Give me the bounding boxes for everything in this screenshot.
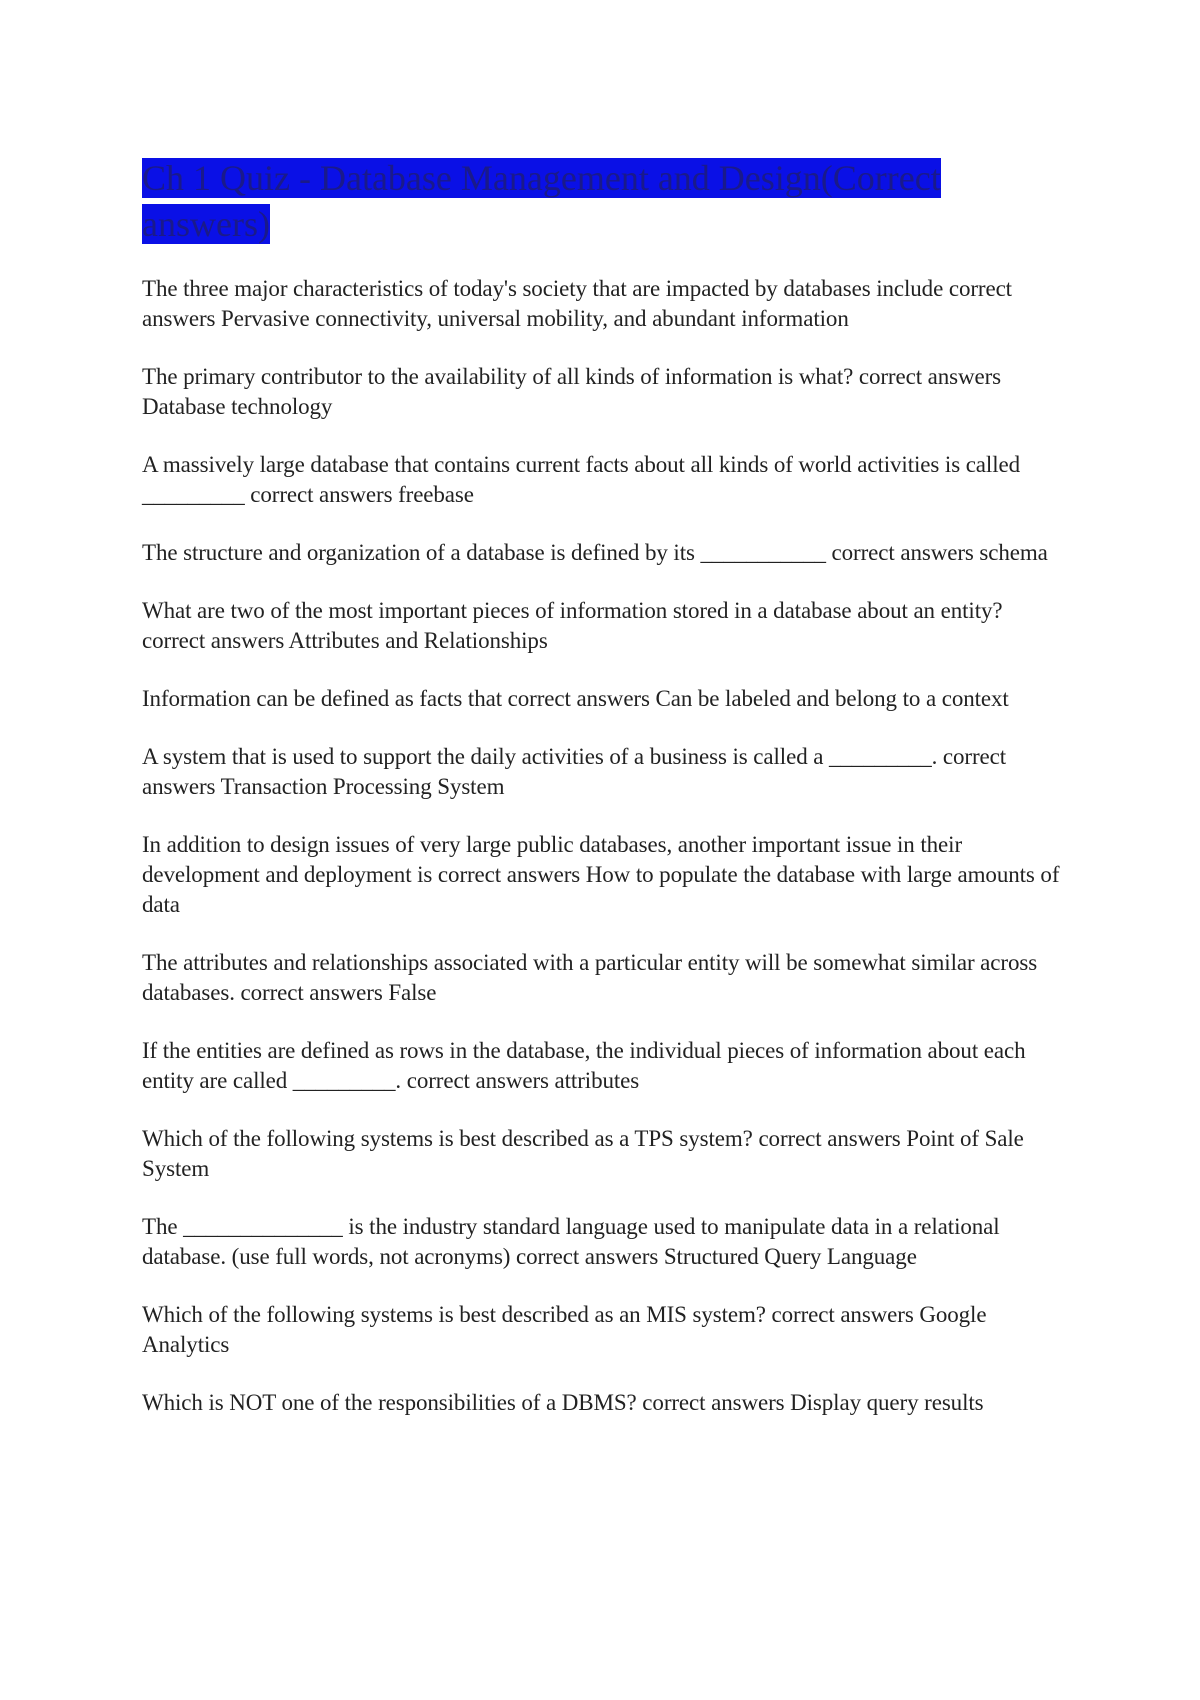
title-block [142,155,1002,247]
qa-item: Which of the following systems is best described as an MIS system? correct answers Google Analytics [142,1302,987,1357]
qa-item: The three major characteristics of today's society that are impacted by databases include correct answers Pervasive connectivity, universal mobility, and abundant information [142,276,1012,331]
qa-item: In addition to design issues of very large public databases, another important issue in their development and deployment is correct answers How to populate the database with large amounts of data [142,832,1060,917]
qa-item: If the entities are defined as rows in the database, the individual pieces of information about each entity are called _________. correct answers attributes [142,1038,1026,1093]
qa-item: The attributes and relationships associated with a particular entity will be somewhat similar across databases. correct answers False [142,950,1038,1005]
qa-item: A system that is used to support the daily activities of a business is called a _________. correct answers Transaction Processing System [142,744,1007,799]
qa-list [142,274,1067,1446]
qa-item: Information can be defined as facts that correct answers Can be labeled and belong to a context [142,686,1009,711]
qa-item: The primary contributor to the availability of all kinds of information is what? correct answers Database technology [142,364,1002,419]
qa-item: A massively large database that contains current facts about all kinds of world activities is called _________ correct answers freebase [142,452,1021,507]
document-title: Ch 1 Quiz - Database Management and Design(Correct answers) [142,158,941,244]
qa-item: Which is NOT one of the responsibilities of a DBMS? correct answers Display query results [142,1390,984,1415]
qa-item: Which of the following systems is best described as a TPS system? correct answers Point of Sale System [142,1126,1024,1181]
qa-item: The structure and organization of a database is defined by its ___________ correct answers schema [142,540,1048,565]
qa-item: What are two of the most important pieces of information stored in a database about an entity? correct answers Attributes and Relationships [142,598,1003,653]
qa-item: The ______________ is the industry standard language used to manipulate data in a relational database. (use full words, not acronyms) correct answers Structured Query Language [142,1214,1000,1269]
